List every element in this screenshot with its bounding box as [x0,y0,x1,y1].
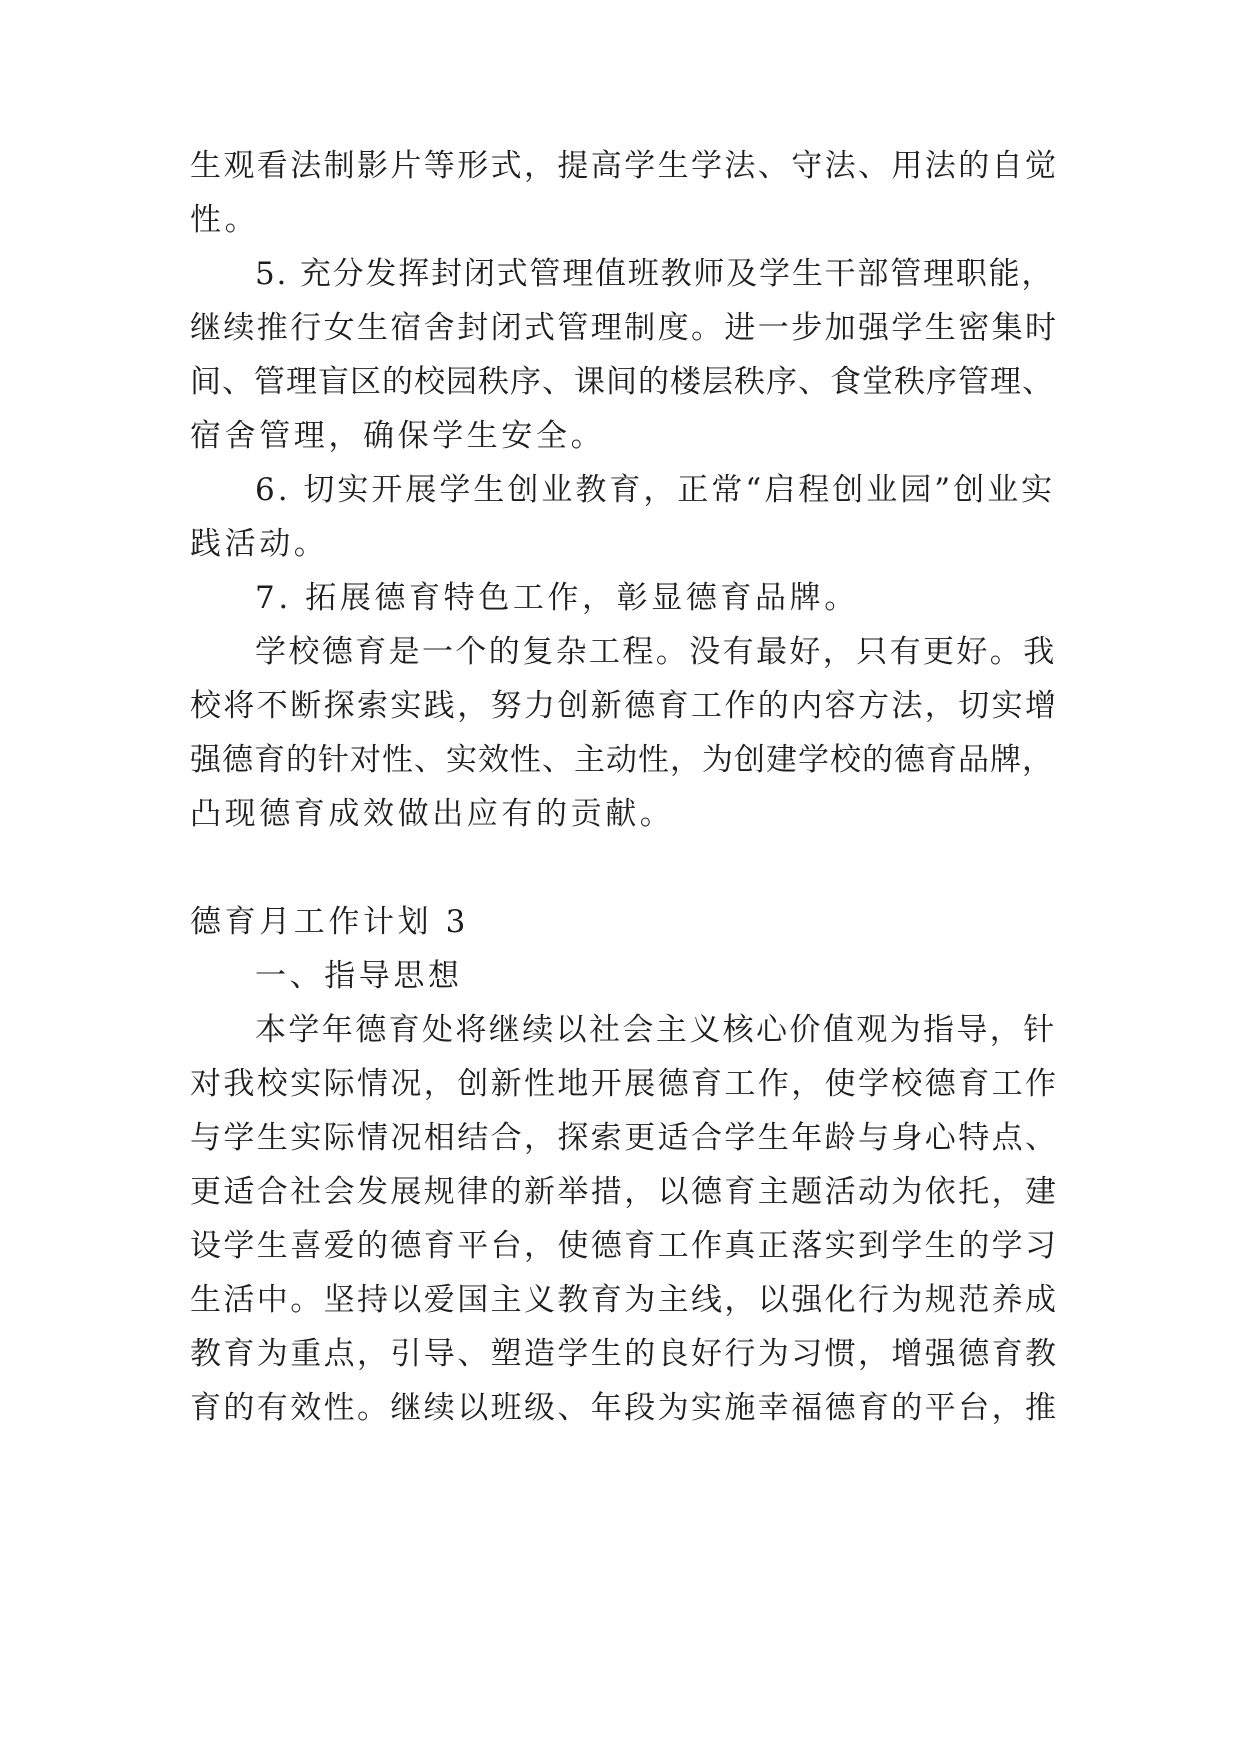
text-line: 育的有效性。继续以班级、年段为实施幸福德育的平台，推 [190,1390,1059,1426]
list-item-6: 6. 切实开展学生创业教育，正常“启程创业园”创业实 [255,472,1056,508]
section-heading: 一、指导思想 [255,958,463,994]
text-line: 强德育的针对性、实效性、主动性，为创建学校的德育品牌， [190,742,1054,778]
text-line: 践活动。 [190,526,329,562]
text-line: 凸现德育成效做出应有的贡献。 [190,796,675,832]
text-line: 对我校实际情况，创新性地开展德育工作，使学校德育工作 [190,1066,1059,1102]
text-line: 设学生喜爱的德育平台，使德育工作真正落实到学生的学习 [190,1228,1059,1264]
list-item-5: 5. 充分发挥封闭式管理值班教师及学生干部管理职能， [255,256,1055,292]
section-title: 德育月工作计划 3 [190,904,469,940]
text-line: 生活中。坚持以爱国主义教育为主线，以强化行为规范养成 [190,1282,1059,1318]
text-line: 生观看法制影片等形式，提高学生学法、守法、用法的自觉 [190,148,1059,184]
text-line: 间、管理盲区的校园秩序、课间的楼层秩序、食堂秩序管理、 [190,364,1054,400]
text-line: 更适合社会发展规律的新举措，以德育主题活动为依托，建 [190,1174,1059,1210]
text-line: 校将不断探索实践，努力创新德育工作的内容方法，切实增 [190,688,1059,724]
text-line: 与学生实际情况相结合，探索更适合学生年龄与身心特点、 [190,1120,1059,1156]
text-line: 继续推行女生宿舍封闭式管理制度。进一步加强学生密集时 [190,310,1059,346]
list-item-7: 7. 拓展德育特色工作，彰显德育品牌。 [255,580,859,616]
paragraph-start: 本学年德育处将继续以社会主义核心价值观为指导，针 [255,1012,1057,1048]
text-line: 性。 [190,202,260,238]
text-line: 宿舍管理，确保学生安全。 [190,418,606,454]
paragraph-start: 学校德育是一个的复杂工程。没有最好，只有更好。我 [255,634,1057,670]
text-line: 教育为重点，引导、塑造学生的良好行为习惯，增强德育教 [190,1336,1059,1372]
